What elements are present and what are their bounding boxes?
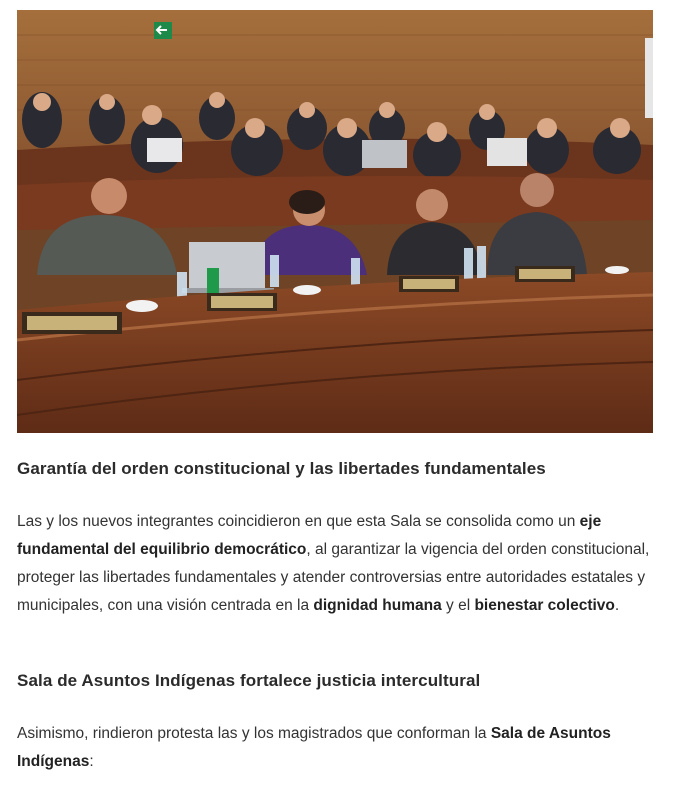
section-heading-indigenous-affairs: Sala de Asuntos Indígenas fortalece justicia intercultural (17, 671, 481, 690)
text-run: Las y los nuevos integrantes coincidieron en que esta Sala se consolida como un (17, 513, 580, 530)
bold-text-run: dignidad humana (313, 597, 442, 614)
text-run: Asimismo, rindieron protesta las y los magistrados que conforman la (17, 725, 491, 742)
session-hall-illustration (17, 10, 653, 433)
text-run: : (89, 753, 94, 770)
exit-arrow-icon (154, 22, 172, 39)
bold-text-run: bienestar colectivo (474, 597, 615, 614)
bold-text-run: Sala de Asuntos Indígenas (17, 725, 611, 770)
article-photo (17, 10, 653, 433)
text-run: y el (441, 597, 475, 614)
section-heading-constitutional-order: Garantía del orden constitucional y las libertades fundamentales (17, 459, 546, 478)
bold-text-run: eje fundamental del equilibrio democrático (17, 513, 602, 558)
section-paragraph-constitutional-order (17, 508, 657, 620)
text-run: . (614, 597, 620, 614)
section-paragraph-indigenous-affairs (17, 720, 657, 776)
text-run: , al garantizar la vigencia del orden constitucional, proteger las libertades fundamentales y atender controversias entre autoridades estatales y municipales, con una visión centrada en la (17, 541, 650, 614)
